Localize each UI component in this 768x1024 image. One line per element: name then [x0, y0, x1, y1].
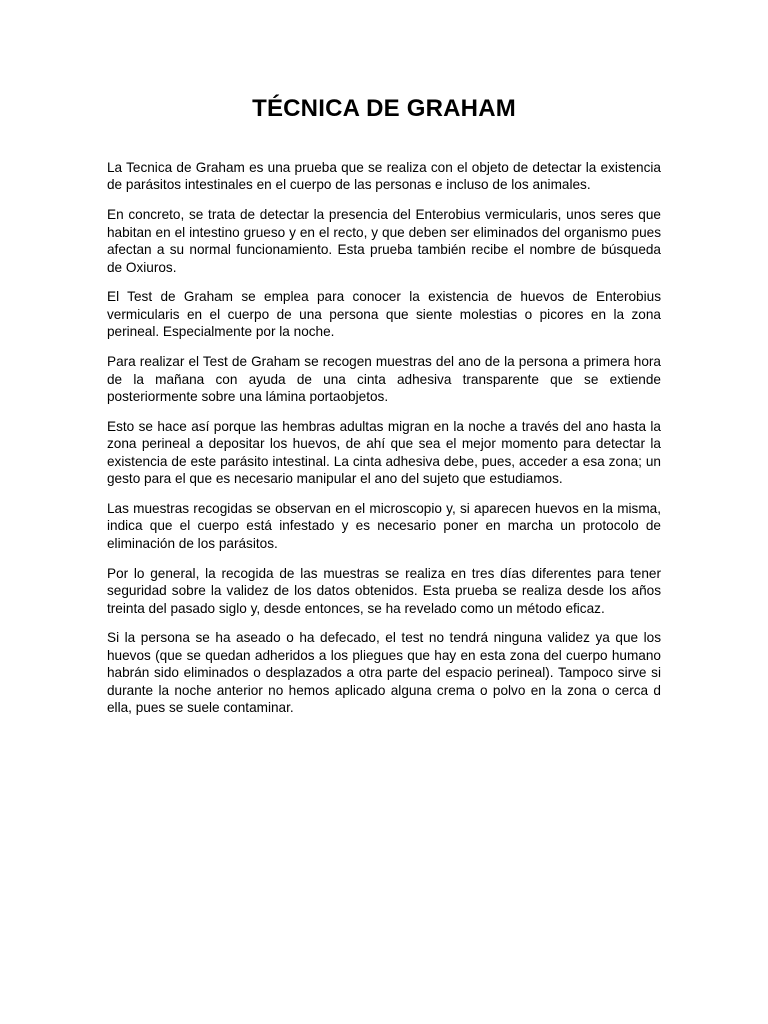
paragraph-2: En concreto, se trata de detectar la presencia del Enterobius vermicularis, unos seres que habitan en el intestino grueso y en el recto, y que deben ser eliminados del organismo pues afectan a su normal funcionamiento. Esta prueba también recibe el nombre de búsqueda de Oxiuros. — [107, 207, 661, 275]
paragraph-1: La Tecnica de Graham es una prueba que se realiza con el objeto de detectar la existencia de parásitos intestinales en el cuerpo de las personas e incluso de los animales. — [107, 160, 661, 193]
paragraph-5: Esto se hace así porque las hembras adultas migran en la noche a través del ano hasta la zona perineal a depositar los huevos, de ahí que sea el mejor momento para detectar la existencia de este parásito intestinal. La cinta adhesiva debe, pues, acceder a esa zona; un gesto para el que es necesario manipular el ano del sujeto que estudiamos. — [107, 418, 661, 487]
paragraph-7: Por lo general, la recogida de las muestras se realiza en tres días diferentes para tener seguridad sobre la validez de los datos obtenidos. Esta prueba se realiza desde los años treinta del pasado siglo y, desde entonces, se ha revelado como un método eficaz. — [107, 565, 661, 616]
paragraph-3: El Test de Graham se emplea para conocer la existencia de huevos de Enterobius vermicularis en el cuerpo de una persona que siente molestias o picores en la zona perineal. Especialmente por la noche. — [107, 289, 661, 340]
paragraph-4: Para realizar el Test de Graham se recogen muestras del ano de la persona a primera hora de la mañana con ayuda de una cinta adhesiva transparente que se extiende posteriormente sobre una lámina portaobjetos. — [107, 354, 661, 404]
paragraph-8: Si la persona se ha aseado o ha defecado, el test no tendrá ninguna validez ya que los huevos (que se quedan adheridos a los pliegues que hay en esta zona del cuerpo humano habrán sido eliminados o desplazados a otra parte del espacio perineal). Tampoco sirve si durante la noche anterior no hemos aplicado alguna crema o polvo en la zona o cerca d ella, pues se suele contaminar. — [107, 630, 661, 716]
document-title: TÉCNICA DE GRAHAM — [252, 95, 516, 122]
paragraph-6: Las muestras recogidas se observan en el microscopio y, si aparecen huevos en la misma, indica que el cuerpo está infestado y es necesario poner en marcha un protocolo de eliminación de los parásitos. — [107, 501, 661, 551]
